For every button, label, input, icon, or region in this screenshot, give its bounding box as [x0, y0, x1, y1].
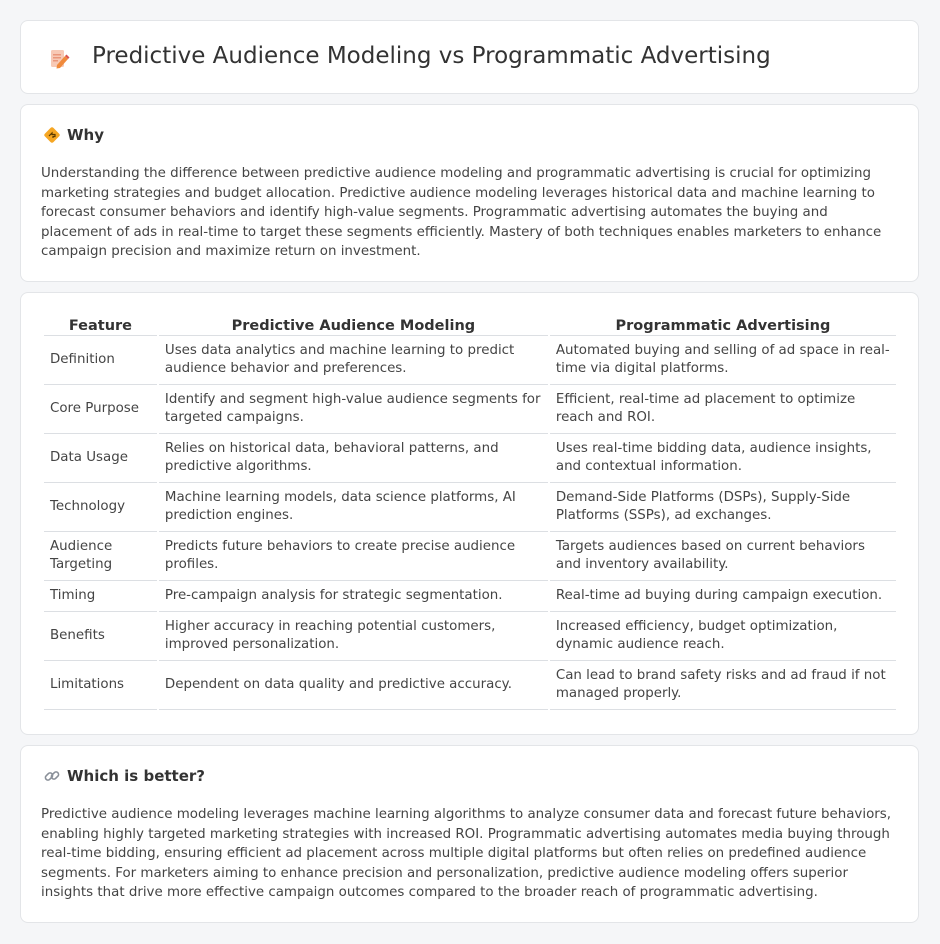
why-section	[20, 104, 919, 282]
title-card	[20, 20, 919, 94]
feature-cell: Technology	[44, 483, 157, 532]
predictive-cell: Machine learning models, data science platforms, AI prediction engines.	[159, 483, 548, 532]
why-title: Why	[67, 126, 105, 144]
feature-cell: Definition	[44, 336, 157, 385]
programmatic-cell: Efficient, real-time ad placement to optimize reach and ROI.	[550, 385, 896, 434]
predictive-cell: Identify and segment high-value audience segments for targeted campaigns.	[159, 385, 548, 434]
table-row	[44, 336, 896, 385]
predictive-cell: Dependent on data quality and predictive accuracy.	[159, 661, 548, 710]
column-header: Feature	[44, 315, 157, 336]
feature-cell: Timing	[44, 581, 157, 612]
table-row	[44, 483, 896, 532]
predictive-cell: Pre-campaign analysis for strategic segmentation.	[159, 581, 548, 612]
diamond-sign-icon	[43, 126, 61, 144]
better-text: Predictive audience modeling leverages machine learning algorithms to analyze consumer data and forecast future behaviors, enabling highly targeted marketing strategies with increased ROI. Programmatic advertising automates media buying through real-time bidding, ensuring efficient ad placement across multiple digital platforms but often relies on predefined audience segments. For marketers aiming to enhance precision and personalization, predictive audience modeling offers superior insights that drive more effective campaign outcomes compared to the broader reach of programmatic advertising.	[41, 807, 892, 901]
programmatic-cell: Automated buying and selling of ad space in real-time via digital platforms.	[550, 336, 896, 385]
table-header-row	[44, 315, 896, 336]
programmatic-cell: Targets audiences based on current behaviors and inventory availability.	[550, 532, 896, 581]
table-row	[44, 434, 896, 483]
programmatic-cell: Can lead to brand safety risks and ad fraud if not managed properly.	[550, 661, 896, 710]
column-header: Predictive Audience Modeling	[159, 315, 548, 336]
table-row	[44, 385, 896, 434]
page-title: Predictive Audience Modeling vs Programmatic Advertising	[92, 43, 771, 69]
feature-cell: Core Purpose	[44, 385, 157, 434]
feature-cell: Limitations	[44, 661, 157, 710]
predictive-cell: Predicts future behaviors to create precise audience profiles.	[159, 532, 548, 581]
why-text: Understanding the difference between predictive audience modeling and programmatic advertising is crucial for optimizing marketing strategies and budget allocation. Predictive audience modeling leverages historical data and machine learning to forecast consumer behaviors and identify high-value segments. Programmatic advertising automates the buying and placement of ads in real-time to target these segments efficiently. Mastery of both techniques enables marketers to enhance campaign precision and maximize return on investment.	[41, 166, 882, 260]
why-heading	[43, 126, 104, 144]
comparison-section	[20, 292, 919, 735]
comparison-table	[42, 315, 898, 710]
better-heading	[43, 767, 205, 785]
table-row	[44, 661, 896, 710]
which-is-better-section	[20, 745, 919, 923]
table-row	[44, 581, 896, 612]
feature-cell: Audience Targeting	[44, 532, 157, 581]
programmatic-cell: Uses real-time bidding data, audience insights, and contextual information.	[550, 434, 896, 483]
programmatic-cell: Increased efficiency, budget optimization, dynamic audience reach.	[550, 612, 896, 661]
predictive-cell: Higher accuracy in reaching potential customers, improved personalization.	[159, 612, 548, 661]
predictive-cell: Relies on historical data, behavioral patterns, and predictive algorithms.	[159, 434, 548, 483]
programmatic-cell: Demand-Side Platforms (DSPs), Supply-Side Platforms (SSPs), ad exchanges.	[550, 483, 896, 532]
document-pencil-icon	[48, 48, 70, 70]
feature-cell: Benefits	[44, 612, 157, 661]
column-header: Programmatic Advertising	[550, 315, 896, 336]
link-icon	[43, 767, 61, 785]
feature-cell: Data Usage	[44, 434, 157, 483]
table-row	[44, 612, 896, 661]
better-title: Which is better?	[67, 767, 205, 785]
predictive-cell: Uses data analytics and machine learning to predict audience behavior and preferences.	[159, 336, 548, 385]
programmatic-cell: Real-time ad buying during campaign execution.	[550, 581, 896, 612]
table-row	[44, 532, 896, 581]
